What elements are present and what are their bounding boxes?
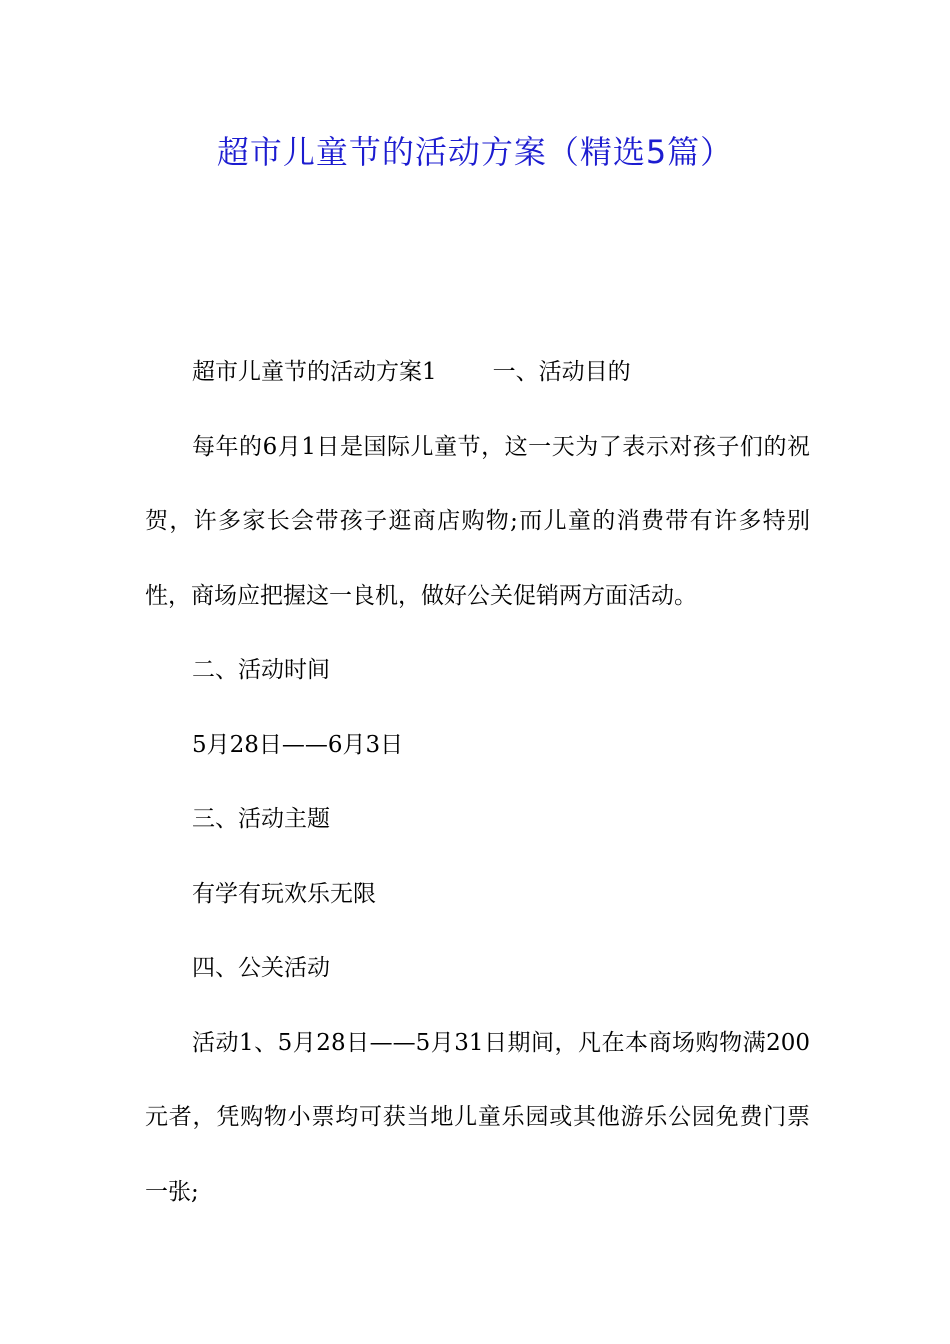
paragraph-theme-heading: 三、活动主题 — [192, 806, 330, 832]
document-body — [145, 335, 810, 1229]
heading-plan-name: 超市儿童节的活动方案1 — [192, 359, 437, 385]
paragraph-time: 5月28日——6月3日 — [192, 731, 404, 758]
paragraph-time-heading: 二、活动时间 — [192, 657, 330, 683]
paragraph-pr-heading: 四、公关活动 — [192, 955, 330, 981]
paragraph-activity-1: 活动1、5月28日——5月31日期间，凡在本商场购物满200元者，凭购物小票均可获当地儿童乐园或其他游乐公园免费门票一张; — [145, 1029, 810, 1205]
heading-section-title: 一、活动目的 — [492, 359, 631, 385]
section-heading — [145, 335, 810, 410]
paragraph-theme: 有学有玩欢乐无限 — [192, 880, 376, 907]
document-title: 超市儿童节的活动方案（精选5篇） — [216, 133, 734, 171]
paragraph-purpose: 每年的6月1日是国际儿童节，这一天为了表示对孩子们的祝贺，许多家长会带孩子逛商店购物;而儿童的消费带有许多特别性，商场应把握这一良机，做好公关促销两方面活动。 — [145, 433, 810, 609]
